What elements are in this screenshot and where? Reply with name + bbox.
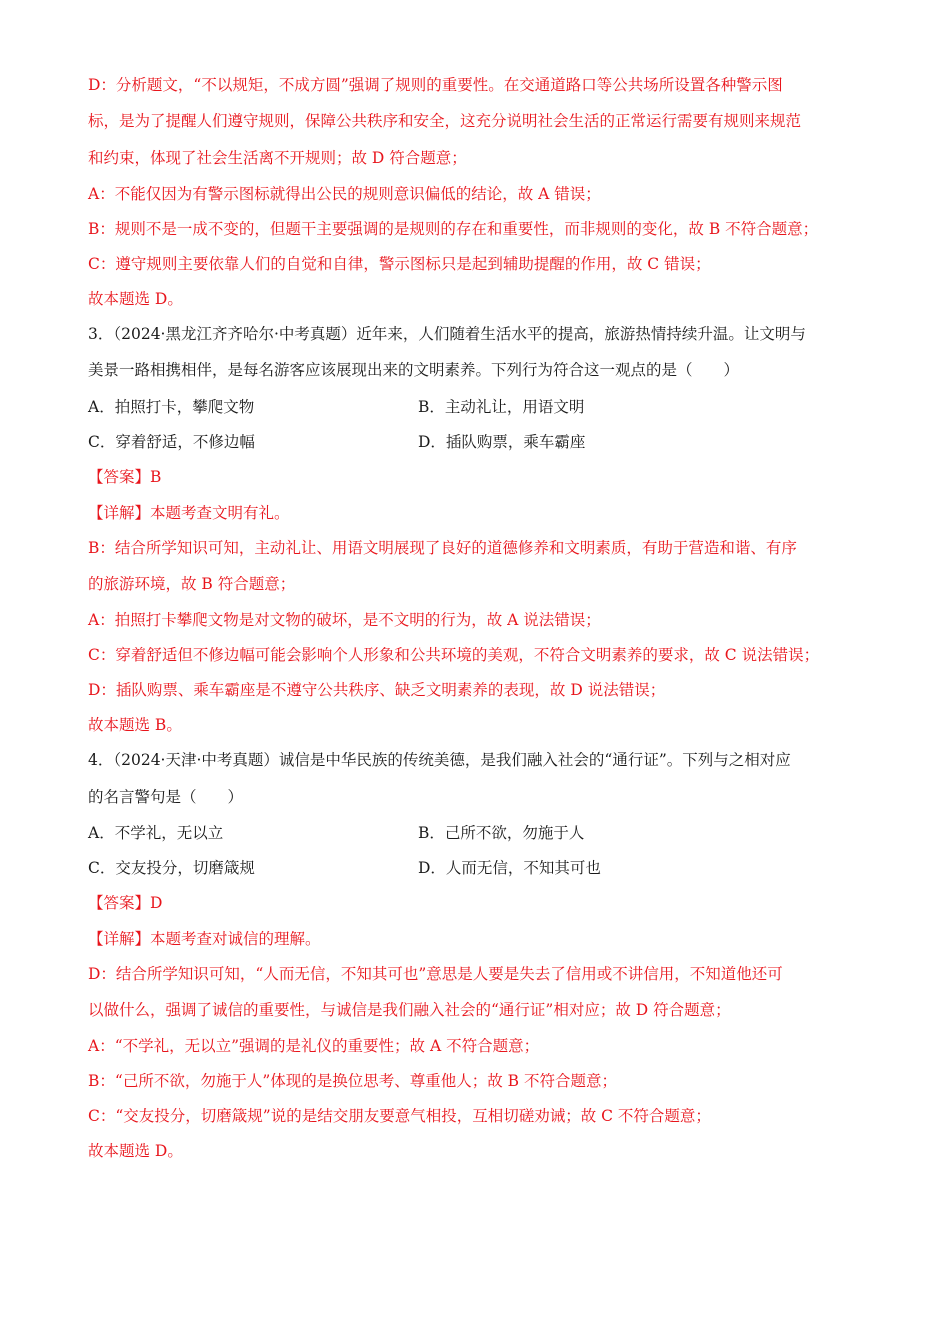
q2-option-a-analysis: A：不能仅因为有警示图标就得出公民的规则意识偏低的结论，故 A 错误； <box>88 185 601 203</box>
q4-option-a: A．不学礼，无以立 <box>88 824 224 842</box>
q3-option-c: C．穿着舒适，不修边幅 <box>88 433 255 451</box>
q4-option-d-analysis-line2: 以做什么，强调了诚信的重要性，与诚信是我们融入社会的“通行证”相对应；故 D 符合题意； <box>88 1001 731 1019</box>
q4-option-a-analysis: A：“不学礼，无以立”强调的是礼仪的重要性；故 A 不符合题意； <box>88 1037 540 1055</box>
q2-option-c-analysis: C：遵守规则主要依靠人们的自觉和自律，警示图标只是起到辅助提醒的作用，故 C 错误； <box>88 255 711 273</box>
q4-option-d: D．人而无信，不知其可也 <box>418 859 601 877</box>
q3-conclusion: 故本题选 B。 <box>88 716 182 734</box>
q3-option-b-analysis-line2: 的旅游环境，故 B 符合题意； <box>88 575 296 593</box>
q4-option-d-analysis-line1: D：结合所学知识可知，“人而无信，不知其可也”意思是人要是失去了信用或不讲信用，不知道他还可 <box>88 965 783 983</box>
q3-option-a: A．拍照打卡，攀爬文物 <box>88 398 255 416</box>
q3-detail-intro: 【详解】本题考查文明有礼。 <box>88 504 290 522</box>
q4-option-b: B．己所不欲，勿施于人 <box>418 824 585 842</box>
q2-option-d-analysis-line2: 标，是为了提醒人们遵守规则，保障公共秩序和安全，这充分说明社会生活的正常运行需要有规则来规范 <box>88 112 802 130</box>
q4-stem-line1: 4．（2024·天津·中考真题）诚信是中华民族的传统美德，是我们融入社会的“通行证”。下列与之相对应 <box>88 751 791 769</box>
q4-answer: 【答案】D <box>88 894 163 912</box>
q2-conclusion: 故本题选 D。 <box>88 290 183 308</box>
q3-answer: 【答案】B <box>88 468 162 486</box>
q3-option-c-analysis: C：穿着舒适但不修边幅可能会影响个人形象和公共环境的美观，不符合文明素养的要求，故 C 说法错误； <box>88 646 820 664</box>
q2-option-b-analysis: B：规则不是一成不变的，但题干主要强调的是规则的存在和重要性，而非规则的变化，故 B 不符合题意； <box>88 220 819 238</box>
q3-option-d-analysis: D：插队购票、乘车霸座是不遵守公共秩序、缺乏文明素养的表现，故 D 说法错误； <box>88 681 666 699</box>
q4-option-c: C．交友投分，切磨箴规 <box>88 859 255 877</box>
q3-option-d: D．插队购票，乘车霸座 <box>418 433 586 451</box>
q3-option-b: B．主动礼让，用语文明 <box>418 398 585 416</box>
q4-detail-intro: 【详解】本题考查对诚信的理解。 <box>88 930 321 948</box>
q2-option-d-analysis-line1: D：分析题文，“不以规矩，不成方圆”强调了规则的重要性。在交通道路口等公共场所设置各种警示图 <box>88 76 783 94</box>
q3-stem-line1: 3．（2024·黑龙江齐齐哈尔·中考真题）近年来，人们随着生活水平的提高，旅游热情持续升温。让文明与 <box>88 325 806 343</box>
q3-option-b-analysis-line1: B：结合所学知识可知，主动礼让、用语文明展现了良好的道德修养和文明素质，有助于营造和谐、有序 <box>88 539 797 557</box>
q4-option-b-analysis: B：“己所不欲，勿施于人”体现的是换位思考、尊重他人；故 B 不符合题意； <box>88 1072 617 1090</box>
q4-stem-line2: 的名言警句是（ ） <box>88 788 244 806</box>
q3-option-a-analysis: A：拍照打卡攀爬文物是对文物的破坏，是不文明的行为，故 A 说法错误； <box>88 611 601 629</box>
q3-stem-line2: 美景一路相携相伴，是每名游客应该展现出来的文明素养。下列行为符合这一观点的是（ ） <box>88 361 740 379</box>
q2-option-d-analysis-line3: 和约束，体现了社会生活离不开规则；故 D 符合题意； <box>88 149 467 167</box>
q4-conclusion: 故本题选 D。 <box>88 1142 183 1160</box>
q4-option-c-analysis: C：“交友投分，切磨箴规”说的是结交朋友要意气相投，互相切磋劝诫；故 C 不符合题意； <box>88 1107 711 1125</box>
